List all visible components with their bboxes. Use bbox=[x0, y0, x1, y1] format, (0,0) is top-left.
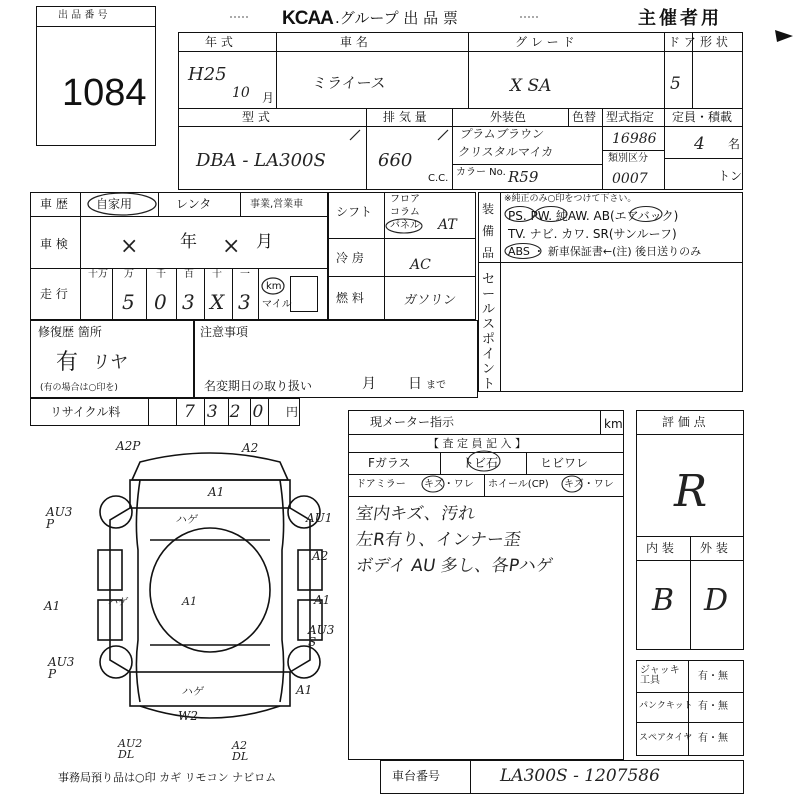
column-label: コラム bbox=[390, 207, 420, 218]
comment-line-2: 左R有り、インナー歪 bbox=[354, 530, 523, 550]
unit-100k: 十万 bbox=[88, 269, 108, 280]
mirror-options: キズ・ワレ bbox=[424, 479, 474, 490]
private-use-circle bbox=[86, 190, 166, 218]
chassis-value: LA300S - 1207586 bbox=[500, 766, 660, 786]
type-designation-label: 型式指定 bbox=[606, 110, 655, 124]
mileage-digit-2: 0 bbox=[154, 290, 167, 314]
type-label: 型 式 bbox=[242, 110, 270, 124]
damage-mark-au1: AU1 bbox=[306, 511, 333, 525]
damage-mark-a2p: A2P bbox=[116, 439, 141, 453]
damage-mark-a1-left: A1 bbox=[44, 599, 61, 613]
unit-100: 百 bbox=[184, 269, 194, 280]
comment-line-1: 室内キズ、汚れ bbox=[354, 504, 477, 524]
repair-location: リヤ bbox=[90, 352, 130, 373]
comment-line-3: ボデイ AU 多し、各Pハゲ bbox=[354, 556, 555, 576]
fuel-value: ガソリン bbox=[402, 293, 458, 308]
grade-value: X SA bbox=[510, 76, 552, 96]
doors-value: 5 bbox=[670, 74, 681, 94]
inspection-year-unit: 年 bbox=[180, 232, 197, 252]
wheel-circle bbox=[560, 474, 584, 494]
color-line2-value: クリスタルマイカ bbox=[457, 145, 555, 159]
equipment-side-label: 装 備 品 bbox=[482, 202, 495, 260]
mile-label: マイル bbox=[262, 299, 292, 310]
notes-label: 注意事項 bbox=[200, 325, 249, 339]
model-label: 車 名 bbox=[340, 35, 368, 49]
damage-mark-hage-trunk: ハゲ bbox=[181, 685, 205, 698]
recycle-yen: 円 bbox=[286, 405, 299, 419]
equipment-line2: TV. ナビ. カワ. SR(サンルーフ) bbox=[508, 227, 677, 241]
class-code-value: 0007 bbox=[612, 171, 648, 187]
copy-label: 主催者用 bbox=[638, 8, 722, 29]
brand-logo: KCAA bbox=[282, 8, 333, 29]
grade-label: グ レ ー ド bbox=[515, 35, 575, 49]
name-change-day: 日 bbox=[408, 376, 422, 392]
pw-circle bbox=[533, 205, 569, 223]
panel-label: パネル bbox=[390, 220, 420, 231]
equipment-line1: PS. PW. 純AW. AB(エアバック) bbox=[508, 209, 679, 223]
exterior-value: D bbox=[704, 583, 729, 618]
puncture-option: 有・無 bbox=[698, 701, 728, 712]
damage-mark-au3p-left: AU3 P bbox=[46, 505, 73, 531]
persons-unit: 名 bbox=[728, 137, 741, 151]
ps-circle bbox=[503, 205, 537, 223]
displacement-label: 排 気 量 bbox=[383, 110, 427, 124]
interior-value: B bbox=[652, 583, 675, 618]
mileage-digit-4: X bbox=[210, 290, 225, 314]
mileage-digit-5: 3 bbox=[238, 290, 251, 314]
fuel-label: 燃 料 bbox=[336, 291, 364, 305]
cc-unit: C.C. bbox=[428, 173, 449, 184]
repair-note: (有の場合は○印を) bbox=[40, 383, 118, 393]
displacement-value: 660 bbox=[378, 150, 413, 171]
damage-mark-au3s: AU3 S bbox=[308, 623, 335, 649]
shift-value: AT bbox=[438, 217, 457, 233]
name-change-label: 名変期日の取り扱い bbox=[204, 379, 313, 393]
model-value: ミライース bbox=[310, 74, 388, 92]
floor-label: フロア bbox=[390, 194, 420, 205]
type-designation-value: 16986 bbox=[612, 131, 657, 147]
jack-label: ジャッキ 工具 bbox=[640, 665, 680, 686]
recycle-amount: 7320 bbox=[184, 402, 276, 422]
mileage-digit-3: 3 bbox=[182, 290, 195, 314]
displacement-tick-mark bbox=[438, 130, 450, 142]
corner-mark bbox=[775, 28, 795, 48]
mileage-digit-1: 5 bbox=[122, 290, 135, 314]
era-year-value: H25 bbox=[188, 64, 227, 85]
wheel-label: ホイール(CP) bbox=[488, 479, 549, 490]
equipment-note: ※純正のみ○印をつけて下さい。 bbox=[504, 194, 637, 204]
damage-mark-a2-top: A2 bbox=[242, 441, 259, 455]
score-label: 評 価 点 bbox=[662, 415, 706, 429]
unit-1k: 千 bbox=[156, 269, 166, 280]
history-label: 車 歴 bbox=[40, 197, 68, 211]
repair-label: 修復歴 箇所 bbox=[38, 325, 102, 339]
ac-value: AC bbox=[410, 257, 431, 273]
capacity-value: 4 bbox=[694, 134, 705, 154]
private-use-label: 自家用 bbox=[96, 197, 133, 211]
dotted-mark-right bbox=[520, 12, 540, 22]
inspection-label: 車 検 bbox=[40, 237, 68, 251]
type-tick-mark bbox=[350, 130, 362, 142]
damage-mark-a1-lower: A1 bbox=[296, 683, 313, 697]
sales-point-label: セールスポイント bbox=[482, 272, 496, 392]
unit-1: 一 bbox=[240, 269, 250, 280]
inspection-month-value: × bbox=[222, 234, 241, 259]
doors-label: ド ア bbox=[668, 35, 696, 49]
score-value: R bbox=[674, 466, 708, 517]
mirror-circle bbox=[420, 474, 446, 494]
ab-circle bbox=[628, 205, 664, 223]
panel-circle bbox=[384, 218, 424, 236]
glass-chip-circle bbox=[466, 450, 502, 472]
damage-mark-a2dl: A2 DL bbox=[232, 739, 249, 763]
km-circle bbox=[260, 276, 286, 296]
exterior-color-label: 外装色 bbox=[490, 110, 527, 124]
lot-number: 1084 bbox=[62, 72, 147, 114]
unit-10k: 万 bbox=[124, 269, 134, 280]
class-code-label: 類別区分 bbox=[608, 153, 648, 164]
inspection-year-value: × bbox=[120, 234, 139, 259]
damage-mark-au2dl: AU2 DL bbox=[118, 737, 143, 761]
ac-label: 冷 房 bbox=[336, 251, 364, 265]
inspection-month-unit: 月 bbox=[256, 232, 273, 252]
inspector-label: 【 査 定 員 記 入 】 bbox=[428, 437, 526, 450]
exterior-label: 外 装 bbox=[700, 541, 728, 555]
glass-option-crack: ヒビワレ bbox=[540, 456, 589, 470]
damage-mark-hage-hood: ハゲ bbox=[175, 513, 199, 526]
lot-box-title: 出 品 番 号 bbox=[58, 10, 108, 21]
diagram-footer: 事務局預り品は○印 カギ リモコン ナビロム bbox=[58, 771, 277, 784]
km-label: km bbox=[266, 281, 282, 292]
type-value: DBA - LA300S bbox=[196, 150, 326, 171]
glass-label: Fガラス bbox=[368, 456, 411, 470]
year-label: 年 式 bbox=[205, 35, 233, 49]
abs-circle bbox=[503, 242, 543, 260]
repair-value: 有 bbox=[56, 350, 79, 375]
name-change-month: 月 bbox=[362, 376, 376, 392]
damage-mark-au3p-lower: AU3 P bbox=[48, 655, 75, 681]
wheel-options: キズ・ワレ bbox=[564, 479, 614, 490]
ton-unit: トン bbox=[718, 169, 743, 183]
rental-label: レンタ bbox=[176, 197, 212, 211]
damage-mark-a2-right: A2 bbox=[312, 549, 329, 563]
equipment-line3: ABS ・ 新車保証書←(注) 後日送りのみ bbox=[508, 245, 702, 258]
color-no-label: カラー No. bbox=[456, 167, 506, 178]
glass-option-chip: トビ石 bbox=[462, 456, 499, 470]
capacity-label: 定員・積載 bbox=[672, 110, 733, 124]
interior-label: 内 装 bbox=[646, 541, 674, 555]
odometer-km: km bbox=[604, 417, 623, 431]
damage-mark-w2: W2 bbox=[178, 709, 198, 723]
color-swap-label: 色替 bbox=[572, 110, 597, 124]
month-value: 10 bbox=[232, 85, 250, 101]
unit-10: 十 bbox=[212, 269, 222, 280]
dotted-mark-left bbox=[230, 12, 250, 22]
shift-label: シフト bbox=[336, 205, 373, 219]
odometer-label: 現メーター指示 bbox=[370, 415, 455, 429]
chassis-label: 車台番号 bbox=[392, 769, 441, 783]
mileage-unit-box bbox=[290, 276, 318, 312]
sheet-title: .グループ 出 品 票 bbox=[335, 9, 458, 27]
color-line1-value: プラムブラウン bbox=[459, 127, 545, 141]
color-no-value: R59 bbox=[508, 168, 539, 186]
damage-mark-a1-top: A1 bbox=[208, 485, 225, 499]
month-unit: 月 bbox=[262, 91, 275, 105]
damage-mark-a1-right: A1 bbox=[314, 593, 331, 607]
mirror-label: ドアミラー bbox=[356, 479, 406, 490]
puncture-label: パンクキット bbox=[639, 701, 693, 711]
name-change-until: まで bbox=[426, 380, 446, 391]
damage-mark-hage-side: ハゲ bbox=[107, 597, 129, 608]
spare-option: 有・無 bbox=[698, 733, 728, 744]
jack-option: 有・無 bbox=[698, 671, 728, 682]
mileage-label: 走 行 bbox=[40, 287, 68, 301]
damage-mark-a1-roof: A1 bbox=[182, 595, 197, 608]
recycle-label: リサイクル料 bbox=[50, 405, 121, 419]
business-label: 事業,営業車 bbox=[250, 199, 304, 210]
spare-label: スペアタイヤ bbox=[639, 733, 693, 743]
body-label: 形 状 bbox=[700, 35, 728, 49]
